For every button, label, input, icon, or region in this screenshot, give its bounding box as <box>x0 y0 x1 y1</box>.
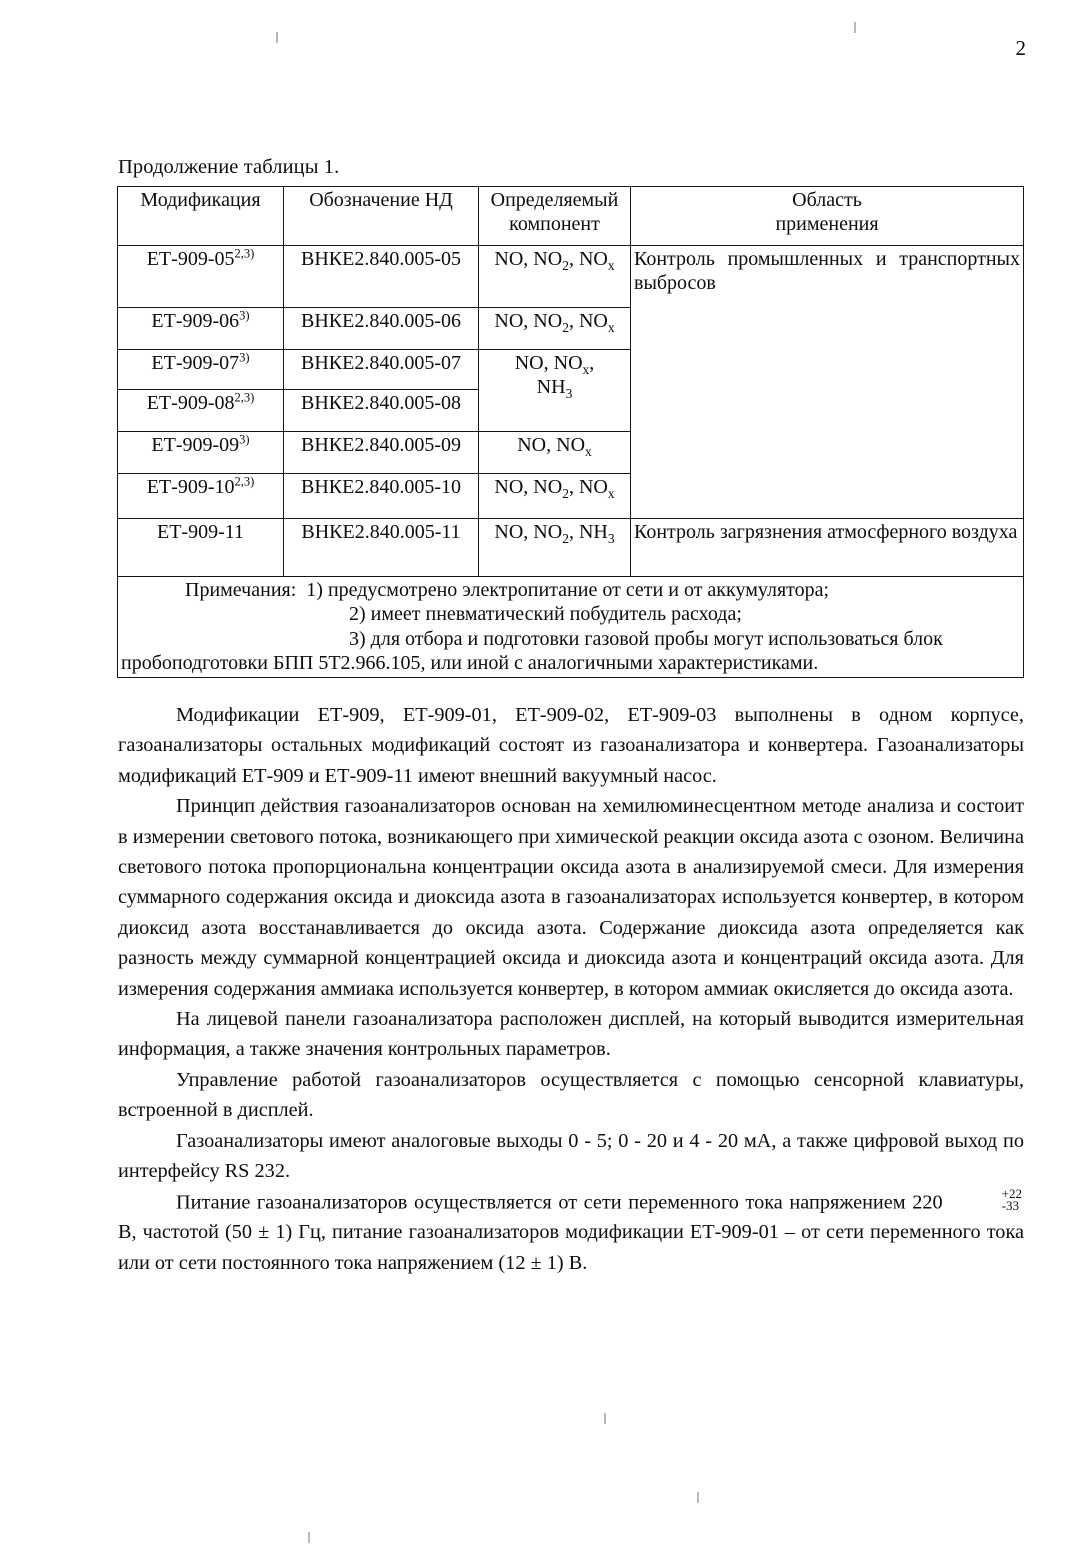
notes-label: Примечания: <box>185 579 297 601</box>
scan-artifact-tick <box>276 32 278 43</box>
column-header-area-line2: применения <box>775 213 879 235</box>
voltage-tolerance <box>944 1187 1022 1212</box>
cell-component: NO, $NO_x$ <box>479 432 631 474</box>
subscript-2: 2 <box>562 531 569 546</box>
body-text-block <box>118 700 1024 1278</box>
footnote-ref: 2,3) <box>234 390 255 405</box>
footnote-ref: 3) <box>239 308 250 323</box>
specification-table <box>117 186 1024 678</box>
footnote-ref: 2,3) <box>234 474 255 489</box>
column-header-modification: Модификация <box>118 187 284 246</box>
notes-item-2: 2) имеет пневматический побудитель расхода; <box>349 603 742 626</box>
cell-modification <box>118 246 284 308</box>
paragraph-modifications: Модификации ЕТ-909, ЕТ-909-01, ЕТ-909-02, ЕТ-909-03 выполнены в одном корпусе, газоанализаторы остальных модификаций состоят из газоанализатора и конвертера. Газоанализаторы модификаций ЕТ-909 и ЕТ-909-11 имеют внешний вакуумный насос. <box>118 704 1024 787</box>
subscript-2: 2 <box>562 486 569 501</box>
table-header-row <box>118 187 1024 246</box>
scan-artifact-tick <box>697 1492 699 1503</box>
modification-label: ЕТ-909-09 <box>151 434 240 456</box>
power-text-b: В, частотой (50 ± 1) Гц, питание газоанализаторов модификации ЕТ-909-01 – от сети переменного тока или от сети постоянного тока напряжением (12 ± 1) В. <box>118 1221 1024 1274</box>
modification-label: ЕТ-909-11 <box>156 521 244 543</box>
notes-item-3b: пробоподготовки БПП 5Т2.966.105, или иной с аналогичными характеристиками. <box>121 652 819 675</box>
subscript-x: x <box>582 362 590 377</box>
cell-modification <box>118 390 284 432</box>
subscript-x: x <box>585 444 592 459</box>
paragraph-power <box>118 1187 1024 1279</box>
modification-label: ЕТ-909-07 <box>151 352 240 374</box>
cell-nd: ВНКЕ2.840.005-05 <box>284 246 479 308</box>
cell-area-emissions: Контроль промышленных и транспортных выбросов <box>631 246 1024 519</box>
cell-component: NO, $NO_2$, $NO_x$ <box>479 308 631 350</box>
modification-label: ЕТ-909-10 <box>146 476 235 498</box>
power-text-a: Питание газоанализаторов осуществляется от сети переменного тока напряжением <box>176 1190 906 1213</box>
page-number: 2 <box>1015 36 1026 60</box>
subscript-x: x <box>607 486 615 501</box>
notes-item-3a: 3) для отбора и подготовки газовой пробы могут использоваться блок <box>349 627 943 650</box>
column-header-nd: Обозначение НД <box>284 187 479 246</box>
notes-line-1 <box>121 578 1020 602</box>
cell-nd: ВНКЕ2.840.005-10 <box>284 474 479 519</box>
modification-label: ЕТ-909-08 <box>146 392 235 414</box>
cell-component: NO, $NO_2$, $NO_x$ <box>479 474 631 519</box>
voltage-tolerance-lower: -33 <box>1001 1197 1020 1213</box>
cell-modification <box>118 308 284 350</box>
notes-item-1: 1) предусмотрено электропитание от сети и от аккумулятора; <box>306 579 830 601</box>
table-row <box>118 519 1024 577</box>
table-row <box>118 246 1024 308</box>
column-header-component-line2: компонент <box>509 213 600 235</box>
cell-modification <box>118 474 284 519</box>
cell-component-nh3: NO, $NO_x$, $NH_3$ <box>479 350 631 432</box>
subscript-x: x <box>607 320 615 335</box>
footnote-ref: 2,3) <box>234 246 255 261</box>
subscript-2: 2 <box>562 258 569 273</box>
modification-label: ЕТ-909-05 <box>146 248 235 270</box>
voltage-tolerance-upper: +22 <box>1001 1185 1023 1201</box>
table-notes-row <box>118 577 1024 678</box>
footnote-ref: 3) <box>239 432 250 447</box>
scan-artifact-tick <box>308 1532 310 1543</box>
cell-nd: ВНКЕ2.840.005-08 <box>284 390 479 432</box>
paragraph-display: На лицевой панели газоанализатора расположен дисплей, на который выводится измерительная информация, а также значения контрольных параметров. <box>118 1008 1024 1061</box>
column-header-area-line1: Область <box>792 189 862 211</box>
footnote-ref: 3) <box>239 350 250 365</box>
cell-modification <box>118 432 284 474</box>
scan-artifact-tick <box>854 22 856 33</box>
column-header-component <box>479 187 631 246</box>
cell-area-air: Контроль загрязнения атмосферного воздуха <box>631 519 1024 577</box>
cell-component: NO, $NO_2$, $NH_3$ <box>479 519 631 577</box>
subscript-x: x <box>607 258 615 273</box>
modification-label: ЕТ-909-06 <box>151 310 240 332</box>
cell-nd: ВНКЕ2.840.005-11 <box>284 519 479 577</box>
subscript-2: 2 <box>562 320 569 335</box>
cell-modification <box>118 519 284 577</box>
paragraph-principle: Принцип действия газоанализаторов основан на хемилюминесцентном методе анализа и состоит в измерении светового потока, возникающего при химической реакции оксида азота с озоном. Величина светового потока пропорциональна концентрации оксида азота в анализируемой смеси. Для измерения суммарного содержания оксида и диоксида азота в газоанализаторах используется конвертер, в котором диоксид азота восстанавливается до оксида азота. Содержание диоксида азота определяется как разность между суммарной концентрацией оксида и диоксида азота и концентраций оксида азота. Для измерения содержания аммиака используется конвертер, в котором аммиак окисляется до оксида азота. <box>118 795 1024 1000</box>
cell-nd: ВНКЕ2.840.005-07 <box>284 350 479 390</box>
column-header-area <box>631 187 1024 246</box>
cell-nd: ВНКЕ2.840.005-09 <box>284 432 479 474</box>
subscript-3: 3 <box>607 531 615 546</box>
paragraph-outputs: Газоанализаторы имеют аналоговые выходы 0 - 5; 0 - 20 и 4 - 20 мА, а также цифровой выход по интерфейсу RS 232. <box>118 1129 1024 1183</box>
table-notes <box>118 577 1024 678</box>
voltage-value: 220 <box>912 1190 943 1213</box>
table-caption: Продолжение таблицы 1. <box>118 156 340 178</box>
cell-component: NO, $NO_2$, $NO_x$ <box>479 246 631 308</box>
paragraph-control: Управление работой газоанализаторов осуществляется с помощью сенсорной клавиатуры, встроенной в дисплей. <box>118 1068 1024 1122</box>
subscript-3: 3 <box>565 386 573 402</box>
cell-nd: ВНКЕ2.840.005-06 <box>284 308 479 350</box>
column-header-component-line1: Определяемый <box>490 189 619 211</box>
scan-artifact-tick <box>604 1413 606 1424</box>
cell-modification <box>118 350 284 390</box>
